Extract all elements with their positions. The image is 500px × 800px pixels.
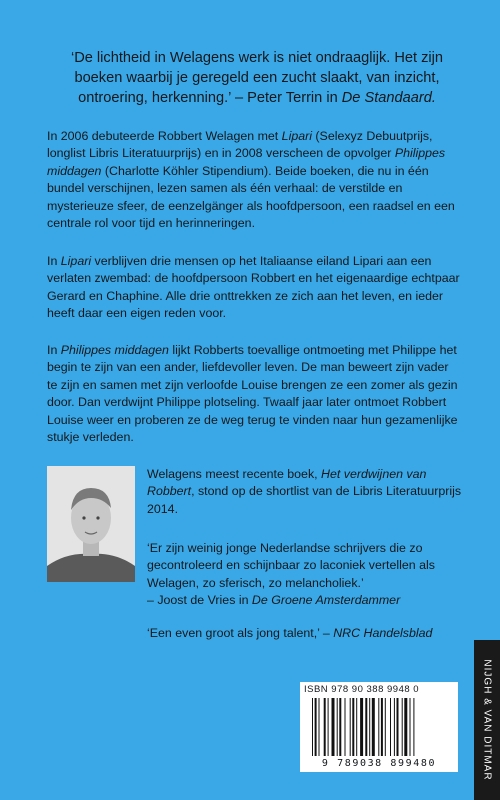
isbn-number: 9 789038 899480	[321, 758, 437, 769]
title-lipari: Lipari	[281, 129, 312, 143]
back-cover-quote	[47, 48, 467, 108]
quote-text: ‘De lichtheid in Welagens werk is niet ondraaglijk. Het zijn boeken waarbij je geregeld een zucht slaakt, van inzicht, ontroering, herkenning.’	[70, 50, 444, 106]
publisher-spine	[474, 640, 500, 800]
blurb-paragraph-philippes: In Philippes middagen lijkt Robberts toevallige ontmoeting met Philippe het begin te zijn van een ander, liefdevoller leven. De man beweert zijn vader te zijn en samen met zijn verloofde Louise brengen ze een zomer als gezin door. Dan verdwijnt Philippe plotseling. Twaalf jaar later ontmoet Robbert Louise weer en proberen ze de weg terug te vinden naar hun gezamenlijke stukje verleden.	[47, 343, 458, 445]
press-quote-nrc: ‘Een even groot als jong talent,’ – NRC Handelsblad	[147, 626, 433, 640]
publisher-name: NIJGH & VAN DITMAR	[481, 659, 493, 781]
quote-source: De Standaard.	[341, 90, 436, 106]
press-quote-groene: ‘Er zijn weinig jonge Nederlandse schrijvers die zo gecontroleerd en schijnbaar zo laconiek vertellen als Welagen, zo sferisch, zo melancholiek.’ – Joost de Vries in De Groene Amsterdammer	[147, 541, 435, 608]
isbn-label: ISBN 978 90 388 9948 0	[304, 684, 420, 695]
recent-book-note: Welagens meest recente boek, Het verdwijnen van Robbert, stond op de shortlist van de Libris Literatuurprijs 2014.	[147, 467, 462, 516]
title-het-verdwijnen-van-robbert: Het verdwijnen van Robbert	[147, 467, 427, 499]
author-photo	[47, 466, 135, 582]
blurb-paragraph-intro: In 2006 debuteerde Robbert Welagen met Lipari (Selexyz Debuutprijs, longlist Libris Literatuurprijs) en in 2008 verscheen de opvolger Philippes middagen (Charlotte Köhler Stipendium). Beide boeken, die nu in één bundel verschijnen, lezen samen als één verhaal: de verstilde en mysterieuze sfeer, de eenzelgänger als hoofdpersoon, een raadsel en een centrale rol voor tijd en herinneringen.	[47, 129, 455, 231]
barcode-bars	[310, 698, 450, 756]
blurb-paragraph-lipari: In Lipari verblijven drie mensen op het Italiaanse eiland Lipari aan een verlaten zwembad: de hoofdpersoon Robbert en het eigenaardige echtpaar Gerard en Chaphine. Alle drie onttrekken ze zich aan het leven, en ieder heeft daar een eigen reden voor.	[47, 254, 460, 321]
barcode	[300, 682, 458, 772]
title-philippes-middagen: Philippes middagen	[47, 146, 446, 178]
quote-attribution: – Peter Terrin in	[234, 90, 338, 106]
